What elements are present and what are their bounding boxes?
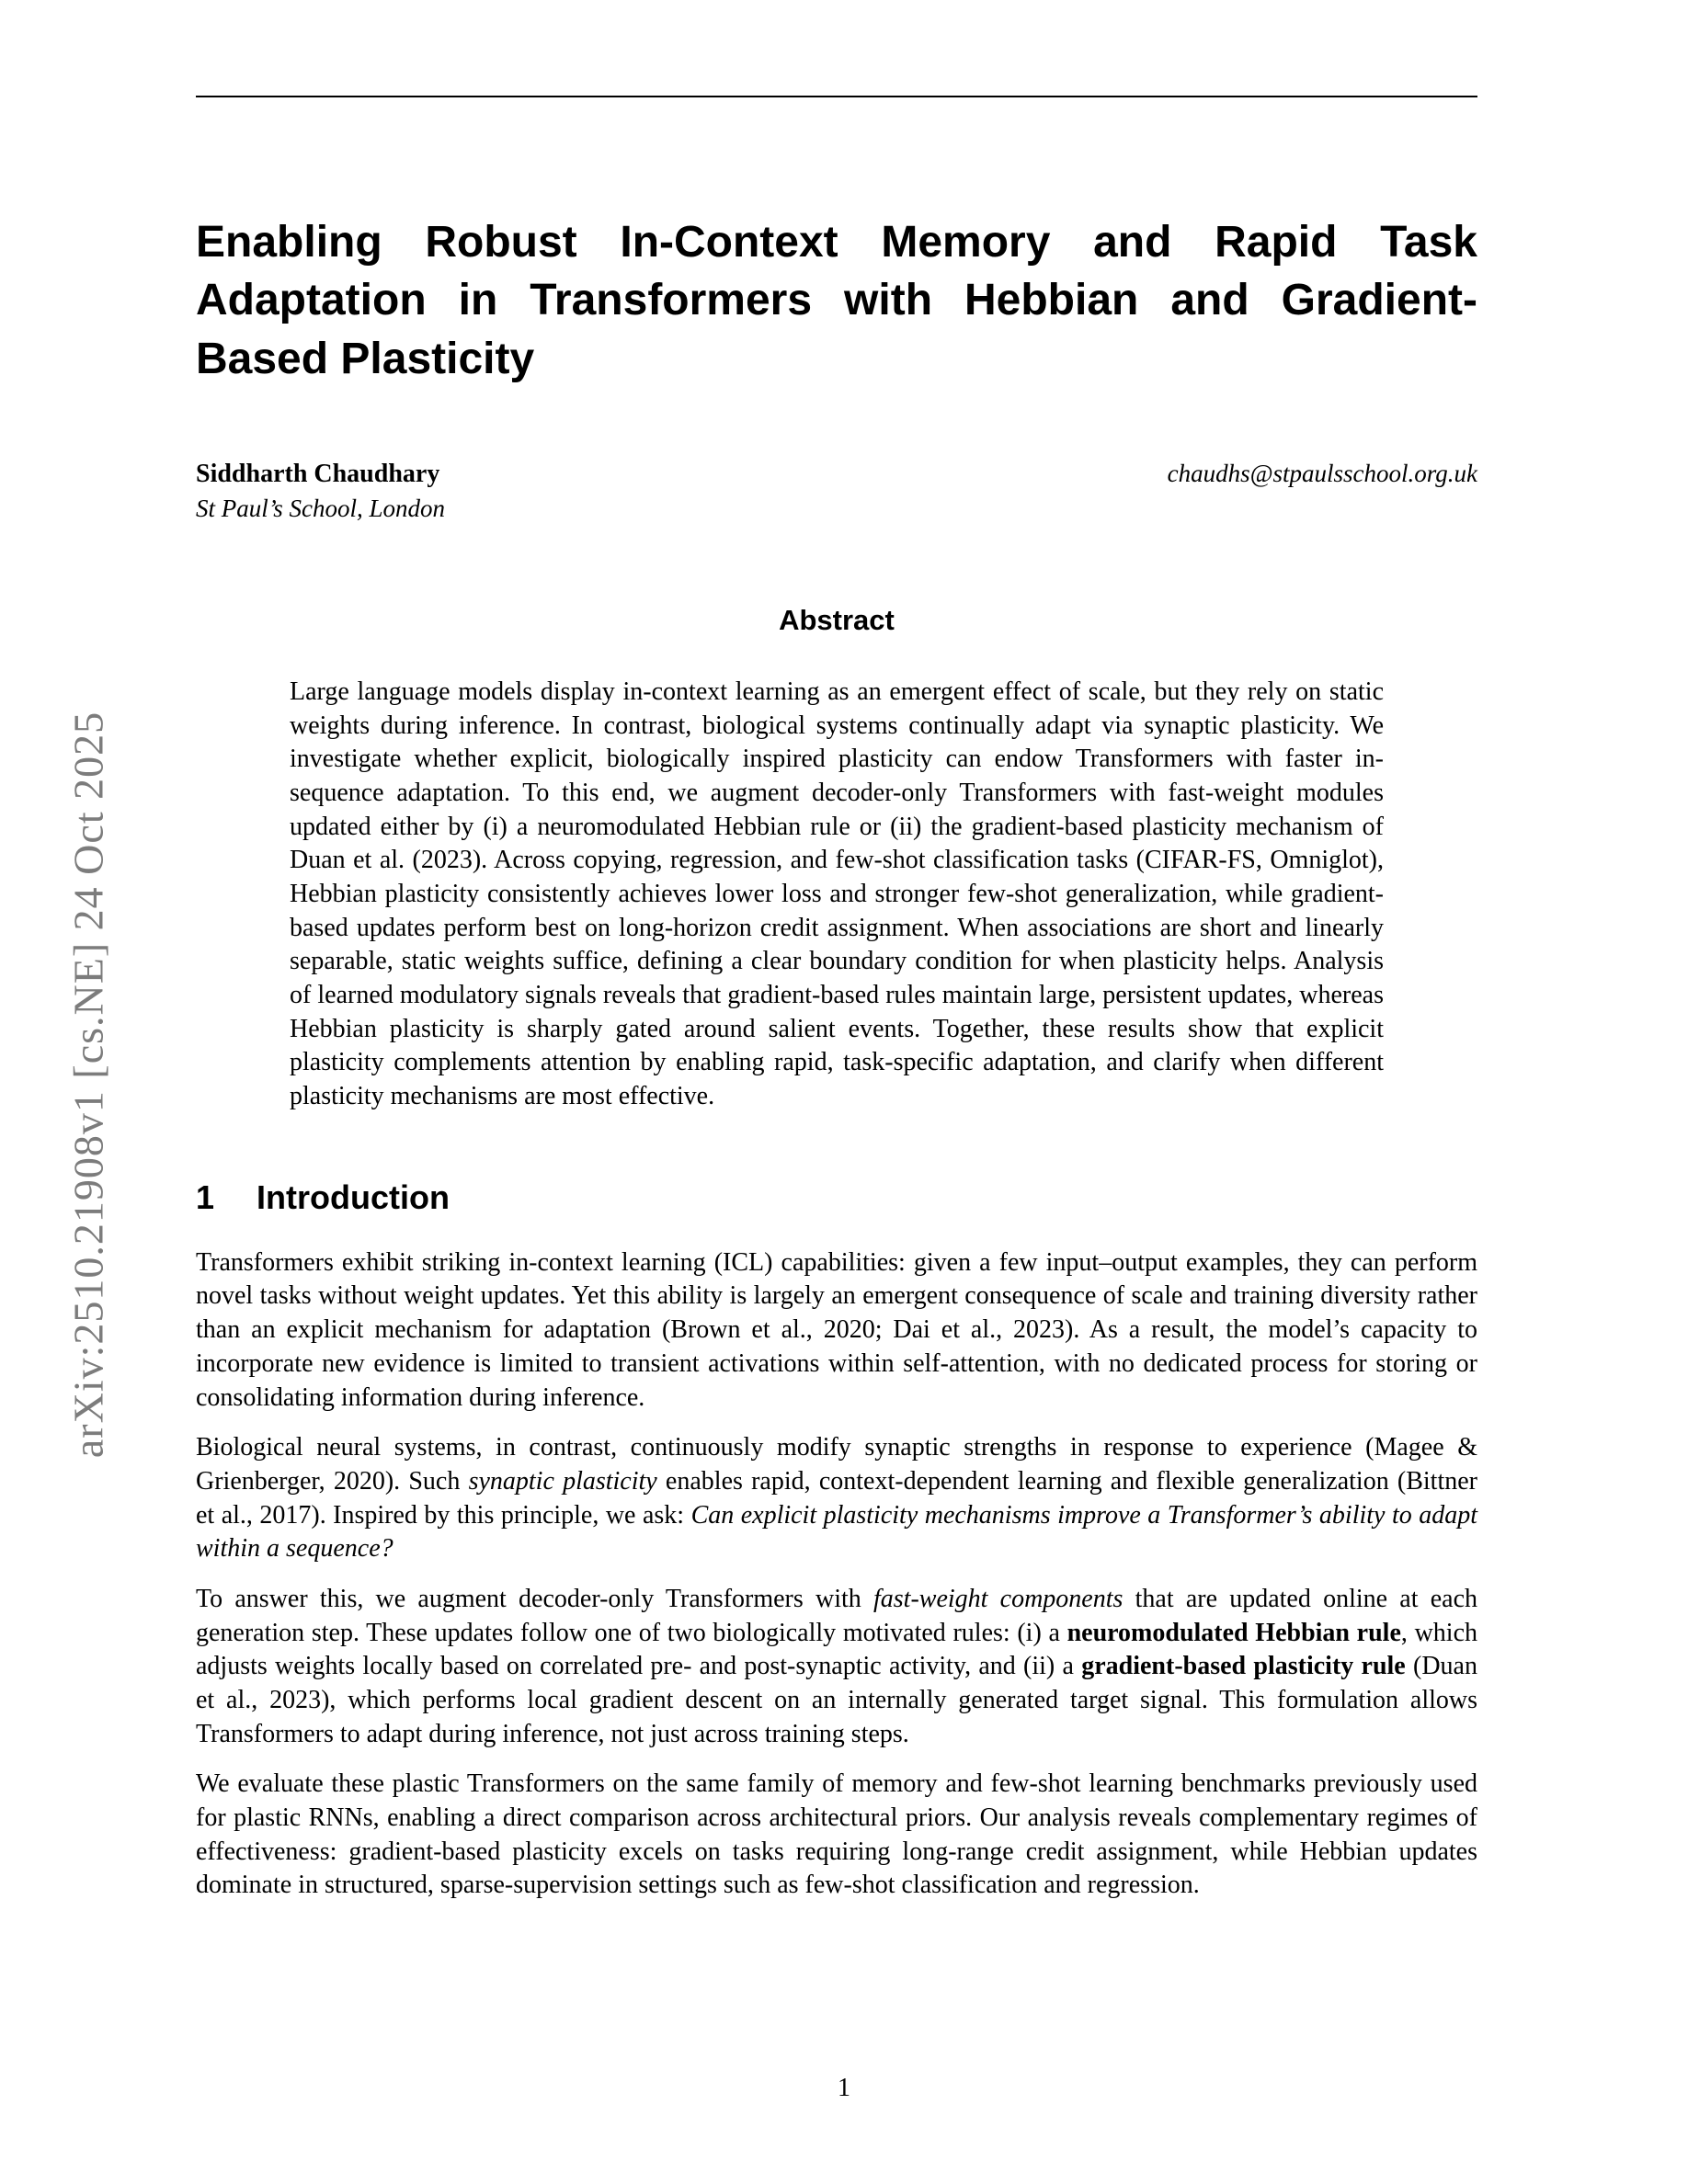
author-affiliation: St Paul’s School, London	[196, 495, 446, 523]
text-segment: Biological neural systems, in contrast, continuously modify synaptic strengths in response to experience (Magee & Grienberger, 2020). Such	[196, 1433, 1477, 1496]
content-column	[196, 0, 1477, 1919]
abstract-heading: Abstract	[779, 604, 895, 637]
body-paragraph	[196, 1431, 1477, 1566]
author-row	[196, 460, 1477, 489]
section-title: Introduction	[257, 1177, 450, 1216]
author-name: Siddharth Chaudhary	[196, 460, 440, 489]
section-heading-introduction	[196, 1178, 1477, 1217]
body-paragraph	[196, 1246, 1477, 1415]
text-segment: We evaluate these plastic Transformers on the same family of memory and few-shot learning benchmarks previously used for plastic RNNs, enabling a direct comparison across architectural priors. Our analysis reveals complementary regimes of effectiveness: gradient-based plasticity excels on tasks requiring long-range credit assignment, while Hebbian updates dominate in structured, sparse-supervision settings such as few-shot classification and regression.	[196, 1769, 1477, 1900]
author-email: chaudhs@stpaulsschool.org.uk	[1167, 460, 1477, 488]
text-segment: synaptic plasticity	[468, 1466, 657, 1496]
body-paragraph	[196, 1583, 1477, 1751]
section-number: 1	[196, 1177, 215, 1216]
paper-title: Enabling Robust In-Context Memory and Rapid Task Adaptation in Transformers with Hebbian and Gradient-Based Plasticity	[196, 218, 1477, 383]
arxiv-watermark: arXiv:2510.21908v1 [cs.NE] 24 Oct 2025	[64, 711, 112, 1459]
text-segment: gradient-based plasticity rule	[1081, 1652, 1406, 1681]
text-segment: , which adjusts weights locally based on correlated pre- and post-synaptic activity, and (ii) a	[196, 1618, 1477, 1681]
text-segment: Can explicit plasticity mechanisms improve a Transformer’s ability to adapt within a sequence?	[196, 1500, 1478, 1564]
text-segment: that are updated online at each generation step. These updates follow one of two biologically motivated rules: (i) a	[196, 1584, 1477, 1647]
text-segment: enables rapid, context-dependent learning and flexible generalization (Bittner et al., 2017). Inspired by this principle, we ask:	[196, 1466, 1477, 1530]
text-segment: neuromodulated Hebbian rule	[1066, 1618, 1401, 1647]
body-paragraph	[196, 1768, 1477, 1903]
text-segment: Transformers exhibit striking in-context learning (ICL) capabilities: given a few input–output examples, they can perform novel tasks without weight updates. Yet this ability is largely an emergent consequence of scale and training diversity rather than an explicit mechanism for adaptation (Brown et al., 2020; Dai et al., 2023). As a result, the model’s capacity to incorporate new evidence is limited to transient activations within self-attention, with no dedicated process for storing or consolidating information during inference.	[196, 1247, 1477, 1412]
abstract-text: Large language models display in-context learning as an emergent effect of scale, but they rely on static weights during inference. In contrast, biological systems continually adapt via synaptic plasticity. We investigate whether explicit, biologically inspired plasticity can endow Transformers with faster in-sequence adaptation. To this end, we augment decoder-only Transformers with fast-weight modules updated either by (i) a neuromodulated Hebbian rule or (ii) the gradient-based plasticity mechanism of Duan et al. (2023). Across copying, regression, and few-shot classification tasks (CIFAR-FS, Omniglot), Hebbian plasticity consistently achieves lower loss and stronger few-shot generalization, while gradient-based updates perform best on long-horizon credit assignment. When associations are short and linearly separable, static weights suffice, defining a clear boundary condition for when plasticity helps. Analysis of learned modulatory signals reveals that gradient-based rules maintain large, persistent updates, whereas Hebbian plasticity is sharply gated around salient events. Together, these results show that explicit plasticity complements attention by enabling rapid, task-specific adaptation, and clarify when different plasticity mechanisms are most effective.	[290, 677, 1384, 1111]
introduction-paragraphs	[196, 1246, 1477, 1903]
text-segment: To answer this, we augment decoder-only Transformers with	[196, 1584, 873, 1613]
page-number: 1	[838, 2074, 850, 2102]
text-segment: fast-weight components	[873, 1584, 1123, 1613]
text-segment: (Duan et al., 2023), which performs local gradient descent on an internally generated target signal. This formulation allows Transformers to adapt during inference, not just across training steps.	[196, 1652, 1477, 1748]
